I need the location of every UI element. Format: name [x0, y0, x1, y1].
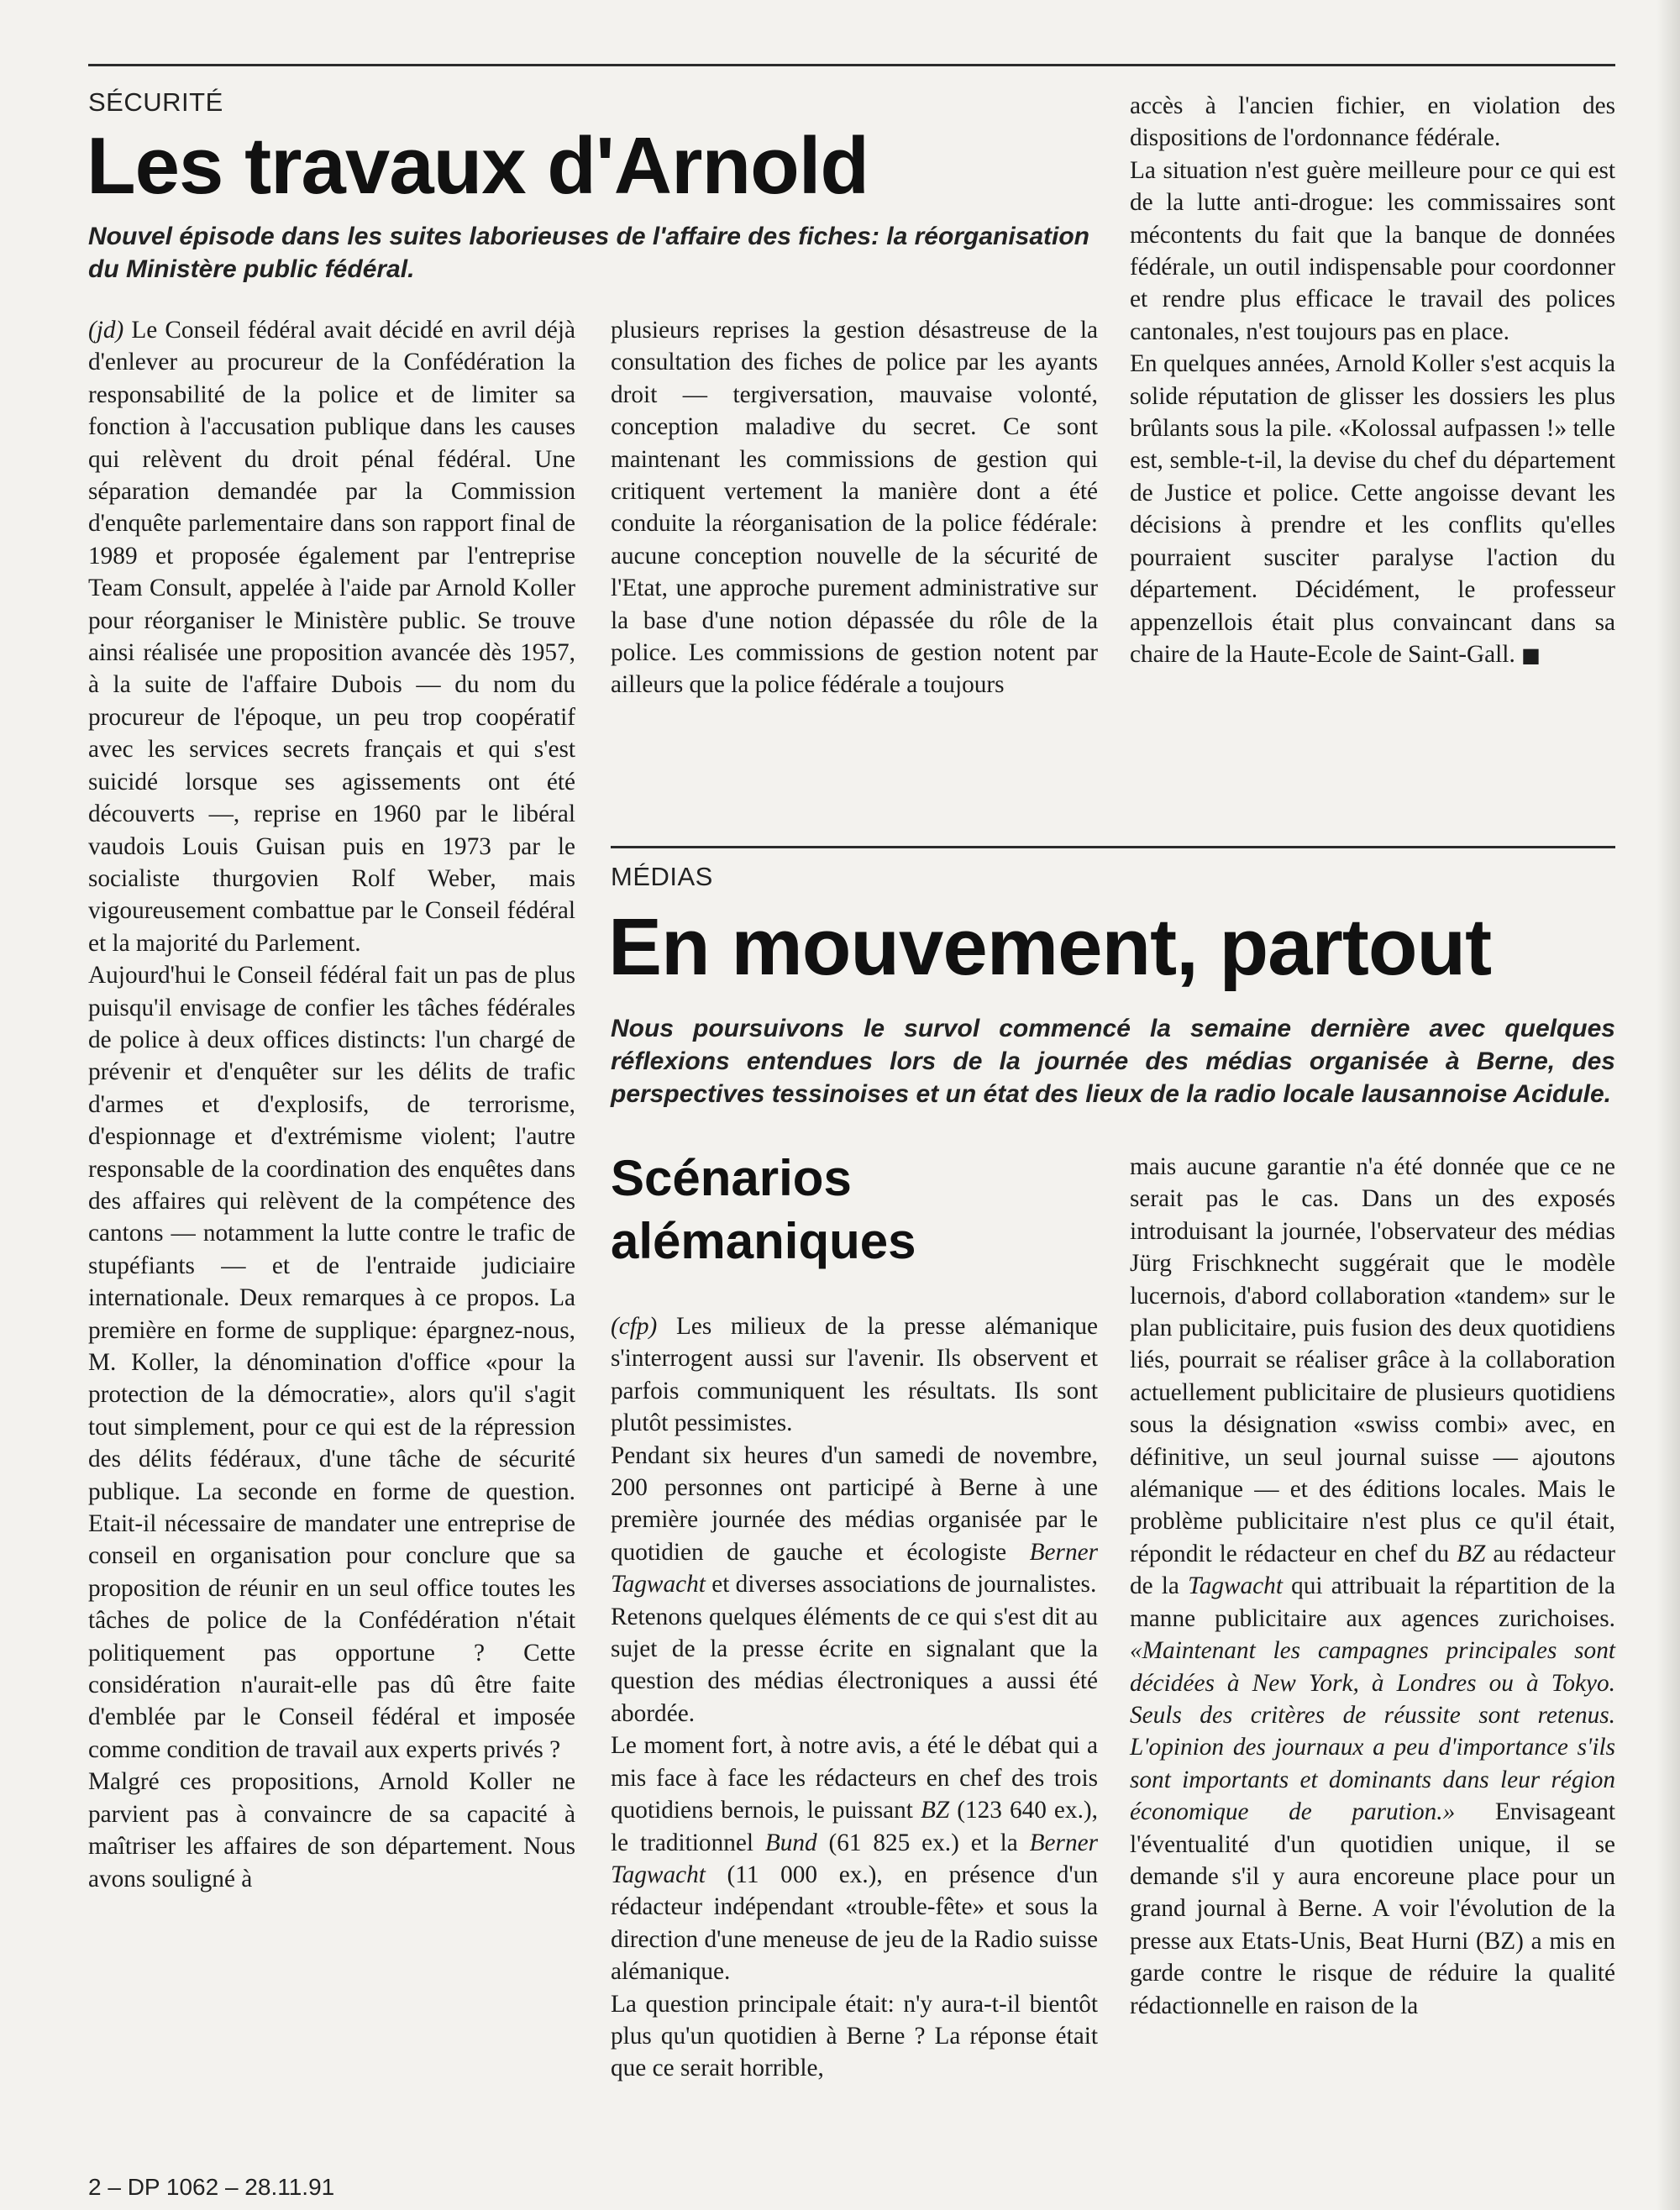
article-1-paragraph-3a: Malgré ces propositions, Arnold Koller ne parvient pas à convaincre de sa capacité à maîtriser les affaires de son département. Nous avons souligné à	[88, 1768, 575, 1892]
end-of-article-mark: ■	[1521, 643, 1541, 667]
page-folio: 2 – DP 1062 – 28.11.91	[88, 2174, 335, 2200]
article-2-kicker: MÉDIAS	[611, 862, 713, 891]
article-2-title: En mouvement, partout	[608, 902, 1492, 992]
article-2-column-2	[1130, 1151, 1615, 2150]
article-1-paragraph-1: (jd) Le Conseil fédéral avait décidé en avril déjà d'enlever au procureur de la Confédération la responsabilité de la police et de limiter sa fonction à l'accusation publique dans les causes qui relèvent du droit pénal fédéral. Une séparation demandée par la Commission d'enquête parlementaire dans son rapport final de 1989 et proposée également par l'entreprise Team Consult, appelée à l'aide par Arnold Koller pour réorganiser le Ministère public. Se trouve ainsi réalisée une proposition avancée dès 1957, à la suite de l'affaire Dubois — du nom du procureur de l'époque, un peu trop coopératif avec les services secrets français et qui s'est suicidé lorsque ses agissements ont été découverts —, reprise en 1960 par le libéral vaudois Louis Guisan puis en 1973 par le socialiste thurgovien Rolf Weber, mais vigoureusement combattue par le Conseil fédéral et la majorité du Parlement.	[88, 317, 576, 957]
article-1-column-3	[1130, 90, 1615, 762]
article-1-paragraph-5: En quelques années, Arnold Koller s'est acquis la solide réputation de glisser les dossiers les plus brûlants sous la pile. «Kolossal aufpassen !» telle est, semble-t-il, la devise du chef du département de Justice et police. Cette angoisse devant les décisions à prendre et les conflits qu'elles pourraient susciter paralyse l'action du département. Décidément, le professeur appenzellois était plus convaincant dans sa chaire de la Haute-Ecole de Saint-Gall. ■	[1130, 350, 1615, 668]
article-1-column-1	[88, 314, 575, 2137]
article-2-paragraph-2: Pendant six heures d'un samedi de novembre, 200 personnes ont participé à Berne à une première journée des médias organisée par le quotidien de gauche et écologiste Berner Tagwacht et diverses associations de journalistes.	[611, 1441, 1098, 1598]
article-1-paragraph-4: La situation n'est guère meilleure pour ce qui est de la lutte anti-drogue: les commissaires sont mécontents du fait que la banque de données fédérale, un outil indispensable pour coordonner et rendre plus efficace le travail des polices cantonales, n'est toujours pas en place.	[1130, 156, 1615, 345]
article-1-paragraph-3b: plusieurs reprises la gestion désastreuse de la consultation des fiches de police par les ayants droit — tergiversation, mauvaise volonté, conception maladive du secret. Ce sont maintenant les commissions de gestion qui critiquent vertement la manière dont a été conduite la réorganisation de la police fédérale: aucune conception nouvelle de la sécurité de l'Etat, une approche purement administrative sur la base d'une notion dépassée du rôle de la police. Les commissions de gestion notent par ailleurs que la police fédérale a toujours	[611, 317, 1098, 699]
page-edge-shadow	[1656, 0, 1680, 2210]
article-2-column-1	[611, 1310, 1098, 2142]
article-2-paragraph-4: Le moment fort, à notre avis, a été le débat qui a mis face à face les rédacteurs en chef des trois quotidiens bernois, le puissant BZ (123 640 ex.), le traditionnel Bund (61 825 ex.) et la Berner Tagwacht (11 000 ex.), en présence d'un rédacteur indépendant «trouble-fête» et sous la direction d'une meneuse de jeu de la Radio suisse alémanique.	[611, 1732, 1098, 1986]
article-1-paragraph-3c: accès à l'ancien fichier, en violation des dispositions de l'ordonnance fédérale.	[1130, 92, 1615, 152]
article-2-subtitle: Scénarios alémaniques	[611, 1150, 916, 1269]
article-2-quote: «Maintenant les campagnes principales sont décidées à New York, à Londres ou à Tokyo. Seuls des critères de réussite sont retenus. L'opinion des journaux a peu d'importance s'ils sont importants et dominants dans leur région économique de parution.»	[1130, 1637, 1615, 1826]
section-rule	[611, 846, 1615, 848]
article-1-kicker: SÉCURITÉ	[88, 87, 223, 117]
article-2-paragraph-3: Retenons quelques éléments de ce qui s'est dit au sujet de la presse écrite en signalant que la question des médias électroniques a aussi été abordée.	[611, 1603, 1098, 1727]
article-2-byline: (cfp)	[611, 1313, 658, 1340]
article-1-paragraph-2: Aujourd'hui le Conseil fédéral fait un pas de plus puisqu'il envisage de confier les tâches fédérales de police à deux offices distincts: l'un chargé de prévenir et d'enquêter sur les délits de trafic d'armes et d'explosifs, de terrorisme, d'espionnage et d'extrémisme violent; l'autre responsable de la coordination des enquêtes dans des affaires qui relèvent de la compétence des cantons — notamment la lutte contre le trafic de stupéfiants — et de l'entraide judiciaire internationale. Deux remarques à ce propos. La première en forme de supplique: épargnez-nous, M. Koller, la dénomination d'office «pour la protection de la démocratie», alors qu'il s'agit tout simplement, pour ce qui est de la répression des délits fédéraux, d'une tâche de sécurité publique. La seconde en forme de question. Etait-il nécessaire de mandater une entreprise de conseil en organisation pour conclure que sa proposition de réunir en un seul office toutes les tâches de police de la Confédération n'était politiquement pas opportune ? Cette considération n'aurait-elle pas dû être faite d'emblée par le Conseil fédéral et imposée comme condition de travail aux experts privés ?	[88, 962, 575, 1763]
article-2-paragraph-1: (cfp) Les milieux de la presse alémanique s'interrogent aussi sur l'avenir. Ils observent et parfois communiquent les résultats. Ils sont plutôt pessimistes.	[611, 1313, 1098, 1437]
article-1-lead: Nouvel épisode dans les suites laborieuses de l'affaire des fiches: la réorganisation du Ministère public fédéral.	[88, 223, 1090, 283]
article-1-column-2	[611, 314, 1098, 785]
article-2-paragraph-5b: mais aucune garantie n'a été donnée que ce ne serait pas le cas. Dans un des exposés introduisant la journée, l'observateur des médias Jürg Frischknecht suggérait que le modèle lucernois, d'abord collaboration «tandem» sur le plan publicitaire, puis fusion des deux quotidiens liés, pourrait se réaliser grâce à la collaboration actuellement publicitaire de plusieurs quotidiens sous la désignation «swiss combi» avec, en définitive, un seul journal suisse — ajoutons alémanique — et des éditions locales. Mais le problème publicitaire n'est plus ce qu'il était, répondit le rédacteur en chef du BZ au rédacteur de la Tagwacht qui attribuait la répartition de la manne publicitaire aux agences zurichoises. «Maintenant les campagnes principales sont décidées à New York, à Londres ou à Tokyo. Seuls des critères de réussite sont retenus. L'opinion des journaux a peu d'importance s'ils sont importants et dominants dans leur région économique de parution.» Envisageant l'éventualité d'un quotidien unique, il se demande s'il y aura encoreune place pour un grand journal à Berne. A voir l'évolution de la presse aux Etats-Unis, Beat Hurni (BZ) a mis en garde contre le risque de réduire la qualité rédactionnelle en raison de la	[1130, 1153, 1615, 2019]
top-rule	[88, 64, 1615, 66]
article-2-lead: Nous poursuivons le survol commencé la semaine dernière avec quelques réflexions entendues lors de la journée des médias organisée à Berne, des perspectives tessinoises et un état des lieux de la radio locale lausannoise Acidule.	[611, 1015, 1615, 1108]
article-1-title: Les travaux d'Arnold	[87, 121, 869, 211]
article-2-paragraph-5a: La question principale était: n'y aura-t-il bientôt plus qu'un quotidien à Berne ? La réponse était que ce serait horrible,	[611, 1990, 1098, 2082]
article-1-byline: (jd)	[88, 317, 124, 344]
